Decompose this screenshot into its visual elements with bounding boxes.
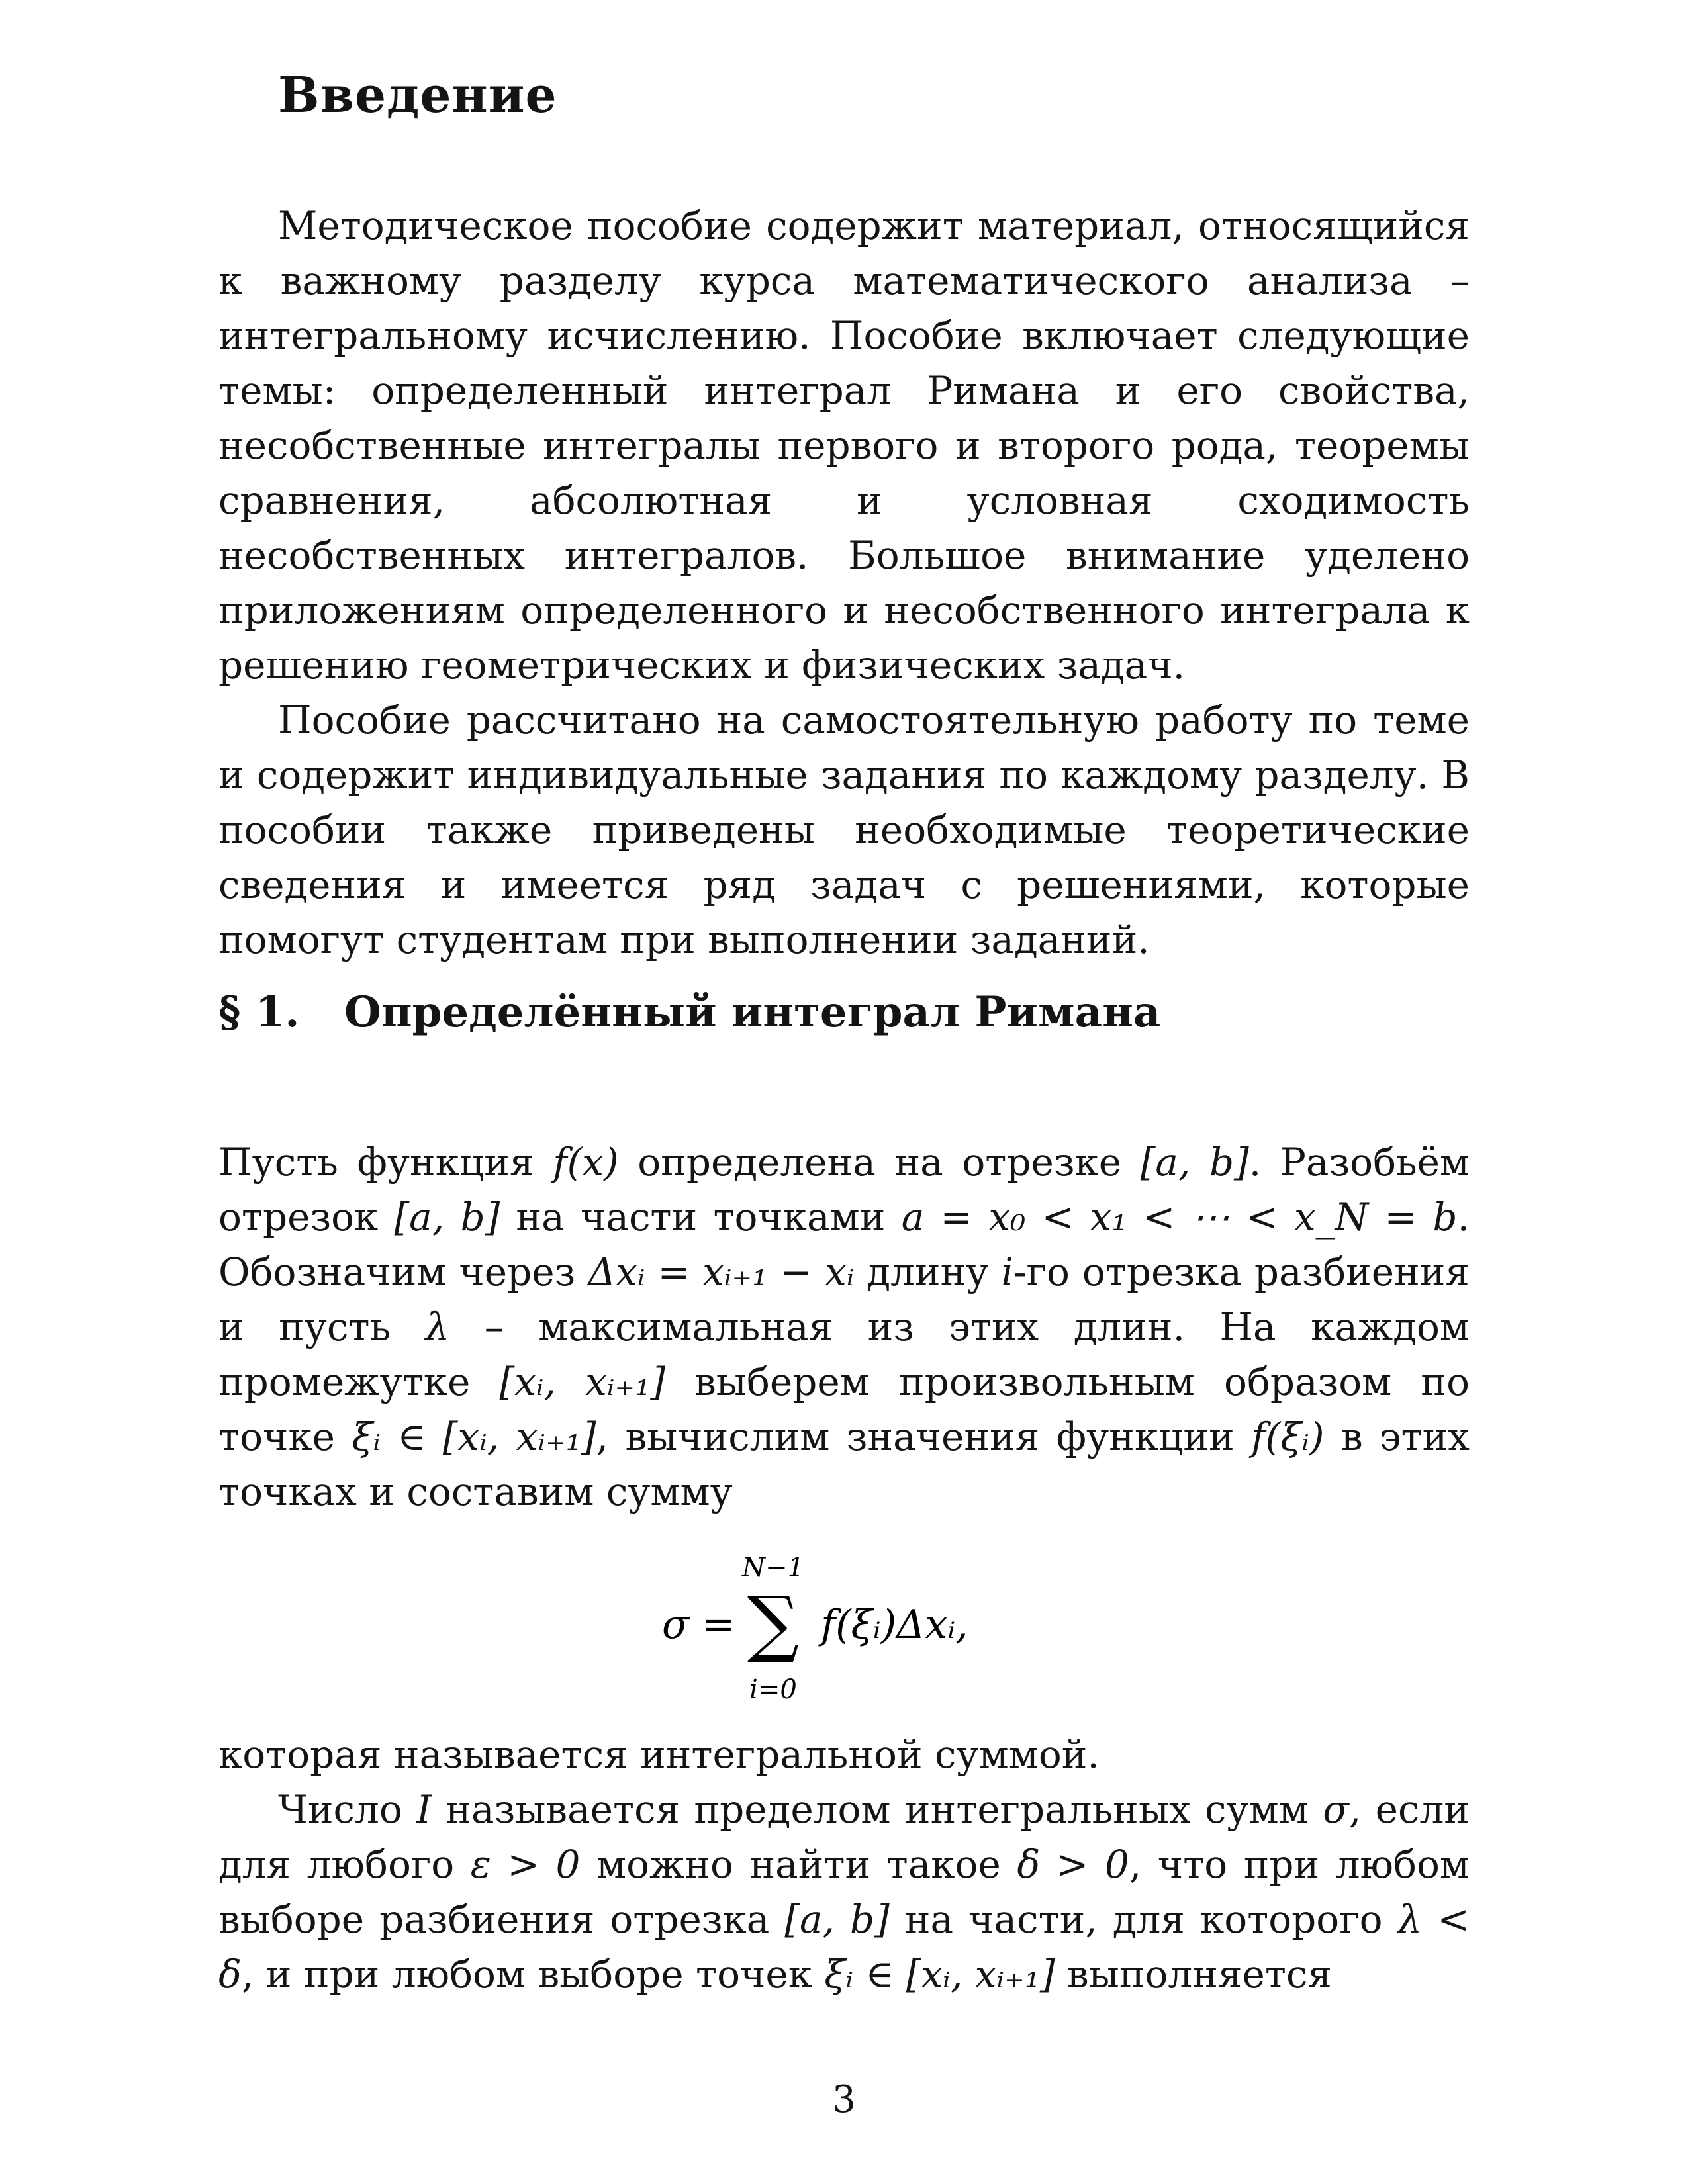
- integral-sum-formula: [218, 1549, 1470, 1707]
- math-inline: f(ξᵢ): [1251, 1414, 1325, 1459]
- math-inline: [xᵢ, xᵢ₊₁]: [499, 1359, 665, 1404]
- math-inline: [a, b]: [394, 1195, 500, 1240]
- section-title: Определённый интеграл Римана: [344, 987, 1161, 1037]
- math-inline: λ: [425, 1304, 450, 1349]
- document-page: [218, 0, 1470, 2184]
- sigma-symbol: ∑: [747, 1580, 800, 1665]
- section-heading: [218, 987, 1160, 1038]
- math-inline: [a, b]: [784, 1897, 890, 1942]
- math-inline: σ: [1323, 1787, 1349, 1832]
- section-body-top: [218, 1135, 1470, 1520]
- math-inline: f(x): [553, 1140, 619, 1185]
- formula-summand: f(ξᵢ)Δxᵢ,: [821, 1602, 968, 1648]
- formula-upper-limit: N−1: [742, 1553, 804, 1583]
- intro-body: [218, 199, 1470, 968]
- math-inline: [a, b]: [1140, 1140, 1249, 1185]
- math-inline: ε > 0: [470, 1842, 581, 1887]
- math-inline: δ > 0: [1017, 1842, 1129, 1887]
- formula-lower-limit: i=0: [749, 1674, 797, 1705]
- math-inline: a = x₀ < x₁ < ⋯ < x_N = b: [901, 1195, 1458, 1240]
- intro-paragraph-2: Пособие рассчитано на самостоятельную работу по теме и содержит индивидуальные задания по каждому разделу. В пособии также приведены необходимые теоретические сведения и имеется ряд задач с решениями, которые помогут студентам при выполнении заданий.: [218, 698, 1470, 962]
- math-inline: I: [416, 1787, 432, 1832]
- math-inline: Δxᵢ = xᵢ₊₁ − xᵢ: [588, 1250, 855, 1295]
- math-inline: ξᵢ ∈ [xᵢ, xᵢ₊₁]: [824, 1952, 1055, 1997]
- section-body-bottom: [218, 1727, 1470, 2002]
- page-number: 3: [832, 2078, 856, 2121]
- section-paragraph-1: Пусть функция f(x) определена на отрезке [a, b]. Разобьём отрезок [a, b] на части точками a = x₀ < x₁ < ⋯ < x_N = b. Обозначим через Δxᵢ = xᵢ₊₁ − xᵢ длину i-го отрезка разбиения и пусть λ – максимальная из этих длин. На каждом промежутке [xᵢ, xᵢ₊₁] выберем произвольным образом по точке ξᵢ ∈ [xᵢ, xᵢ₊₁], вычислим значения функции f(ξᵢ) в этих точках и составим сумму: [218, 1140, 1470, 1514]
- formula-lhs: σ =: [662, 1602, 735, 1648]
- section-number: § 1.: [218, 987, 300, 1037]
- section-paragraph-3: Число I называется пределом интегральных сумм σ, если для любого ε > 0 можно найти такое δ > 0, что при любом выборе разбиения отрезка [a, b] на части, для которого λ < δ, и при любом выборе точек ξᵢ ∈ [xᵢ, xᵢ₊₁] выполняется: [218, 1787, 1470, 1997]
- intro-heading: Введение: [278, 67, 557, 124]
- math-inline: i: [1001, 1250, 1013, 1295]
- math-inline: ξᵢ ∈ [xᵢ, xᵢ₊₁]: [352, 1414, 596, 1459]
- math-inline: λ < δ: [218, 1897, 1470, 1997]
- intro-paragraph-1: Методическое пособие содержит материал, относящийся к важному разделу курса математического анализа – интегральному исчислению. Пособие включает следующие темы: определенный интеграл Римана и его свойства, несобственные интегралы первого и второго рода, теоремы сравнения, абсолютная и условная сходимость несобственных интегралов. Большое внимание уделено приложениям определенного и несобственного интеграла к решению геометрических и физических задач.: [218, 203, 1470, 688]
- section-paragraph-2: которая называется интегральной суммой.: [218, 1732, 1100, 1777]
